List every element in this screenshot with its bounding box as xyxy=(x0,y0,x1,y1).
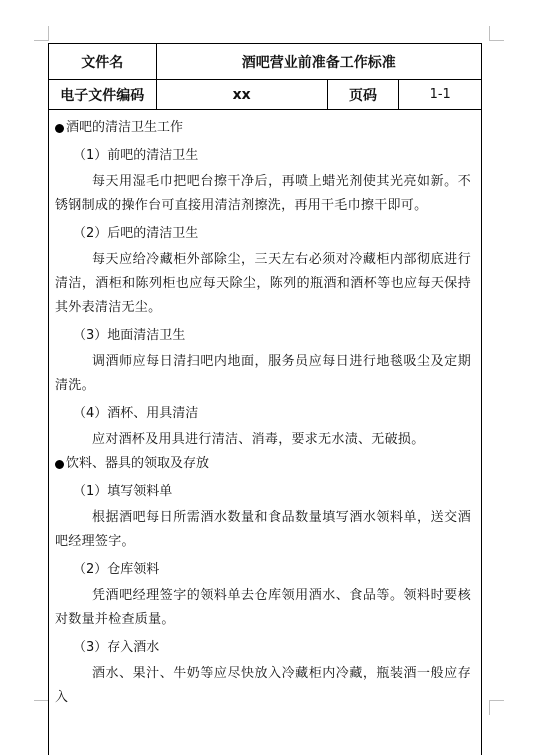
item-paragraph: 酒水、果汁、牛奶等应尽快放入冷藏柜内冷藏，瓶装酒一般应存入 xyxy=(55,666,471,705)
item-heading: （2）仓库领料 xyxy=(73,562,160,577)
header-row-title xyxy=(49,44,481,80)
item-heading: （1）填写领料单 xyxy=(73,484,173,499)
item-paragraph: 每天应给冷藏柜外部除尘，三天左右必须对冷藏柜内部彻底进行清洁，酒柜和陈列柜也应每天除尘，陈列的瓶酒和酒杯等也应每天保持其外表清洁无尘。 xyxy=(55,252,471,315)
page-value: 1-1 xyxy=(429,87,451,102)
item-paragraph: 每天用湿毛巾把吧台擦干净后，再喷上蜡光剂使其光亮如新。不锈钢制成的操作台可直接用清洁剂擦洗，再用干毛巾擦干即可。 xyxy=(55,174,471,213)
document-body xyxy=(49,110,481,710)
item-paragraph: 凭酒吧经理签字的领料单去仓库领用酒水、食品等。领料时要核对数量并检查质量。 xyxy=(55,588,471,627)
crop-mark-bottom-right xyxy=(489,700,504,715)
file-name-label: 文件名 xyxy=(49,44,157,79)
document-page xyxy=(48,43,482,755)
section-heading xyxy=(55,452,471,476)
section-title: 饮料、器具的领取及存放 xyxy=(66,456,210,471)
doc-code-value: xx xyxy=(157,80,328,109)
item-paragraph: 应对酒杯及用具进行清洁、消毒，要求无水渍、无破损。 xyxy=(92,432,425,447)
page-label: 页码 xyxy=(328,80,400,109)
item-heading: （1）前吧的清洁卫生 xyxy=(73,148,199,163)
item-heading: （3）存入酒水 xyxy=(73,640,160,655)
item-heading: （3）地面清洁卫生 xyxy=(73,328,186,343)
bullet-icon xyxy=(55,460,64,469)
bullet-icon xyxy=(55,124,64,133)
crop-mark-bottom-left xyxy=(34,700,49,715)
item-heading: （2）后吧的清洁卫生 xyxy=(73,226,199,241)
doc-code-label: 电子文件编码 xyxy=(49,80,157,109)
item-heading: （4）酒杯、用具清洁 xyxy=(73,406,199,421)
file-name-value: 酒吧营业前准备工作标准 xyxy=(241,54,396,71)
crop-mark-top-right xyxy=(489,26,504,41)
header-row-meta xyxy=(49,80,481,110)
section-title: 酒吧的清洁卫生工作 xyxy=(66,120,184,135)
section-heading xyxy=(55,116,471,140)
crop-mark-top-left xyxy=(34,26,49,41)
item-paragraph: 调酒师应每日清扫吧内地面，服务员应每日进行地毯吸尘及定期清洗。 xyxy=(55,354,471,393)
item-paragraph: 根据酒吧每日所需酒水数量和食品数量填写酒水领料单，送交酒吧经理签字。 xyxy=(55,510,471,549)
